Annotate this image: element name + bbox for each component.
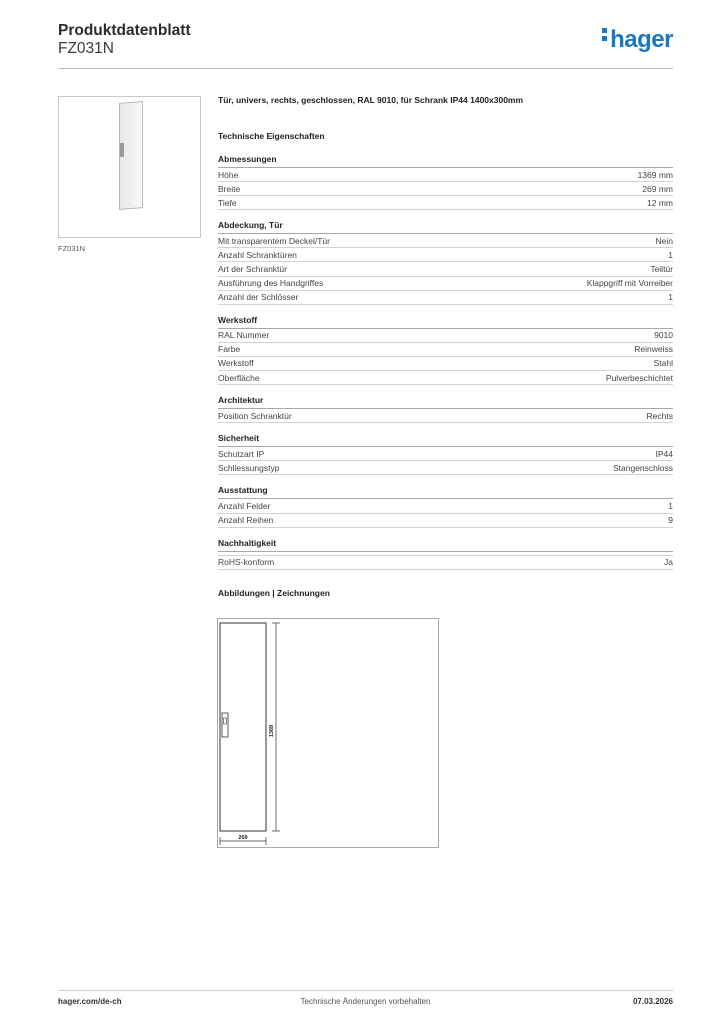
property-row bbox=[218, 499, 673, 513]
property-label: Mit transparentem Deckel/Tür bbox=[218, 235, 330, 246]
property-value: IP44 bbox=[655, 448, 673, 459]
section-nachhaltigkeit bbox=[218, 538, 673, 570]
property-value: 12 mm bbox=[647, 197, 673, 208]
property-value: 9 bbox=[668, 515, 673, 525]
article-number: FZ031N bbox=[58, 40, 114, 57]
property-label: Schliessungstyp bbox=[218, 462, 280, 473]
section-title: Ausstattung bbox=[218, 485, 673, 499]
property-row bbox=[218, 277, 673, 291]
product-details bbox=[218, 95, 673, 598]
section-architektur bbox=[218, 395, 673, 423]
property-label: Werkstoff bbox=[218, 358, 254, 369]
height-dimension-label: 1369 bbox=[269, 724, 275, 738]
property-value: Klappgriff mit Vorreiber bbox=[586, 278, 673, 289]
property-label: RAL Nummer bbox=[218, 330, 270, 341]
page-header bbox=[58, 20, 673, 68]
section-abmessungen bbox=[218, 154, 673, 210]
property-value: Stangenschloss bbox=[612, 462, 673, 473]
property-row bbox=[218, 196, 673, 210]
property-label: Art der Schranktür bbox=[218, 263, 287, 274]
section-werkstoff bbox=[218, 315, 673, 385]
property-row bbox=[218, 357, 673, 371]
property-row bbox=[218, 248, 673, 262]
property-row bbox=[218, 182, 673, 196]
property-row bbox=[218, 447, 673, 461]
section-title: Werkstoff bbox=[218, 315, 673, 329]
property-row bbox=[218, 291, 673, 305]
footer-website-link[interactable]: hager.com/de-ch bbox=[58, 997, 122, 1006]
property-value: 1 bbox=[668, 292, 673, 303]
property-row bbox=[218, 555, 673, 570]
footer-date: 07.03.2026 bbox=[632, 997, 673, 1006]
section-title: Architektur bbox=[218, 395, 673, 409]
property-label: Anzahl Schranktüren bbox=[218, 249, 297, 260]
property-value: Rechts bbox=[646, 410, 673, 421]
property-label: Tiefe bbox=[218, 197, 237, 208]
property-label: Anzahl Reihen bbox=[218, 515, 274, 525]
property-label: Anzahl der Schlösser bbox=[218, 292, 299, 303]
property-label: Schutzart IP bbox=[218, 448, 265, 459]
property-value: 1 bbox=[668, 500, 673, 511]
section-abdeckung bbox=[218, 220, 673, 304]
document-title: Produktdatenblatt bbox=[58, 22, 191, 39]
product-description: Tür, univers, rechts, geschlossen, RAL 9010, für Schrank IP44 1400x300mm bbox=[218, 95, 524, 105]
thumbnail-caption: FZ031N bbox=[58, 244, 86, 253]
property-value: Teiltür bbox=[650, 263, 673, 274]
property-value: Ja bbox=[664, 557, 673, 568]
technical-drawing bbox=[217, 618, 439, 848]
product-thumbnail bbox=[58, 96, 201, 238]
property-row bbox=[218, 168, 673, 182]
property-value: Pulverbeschichtet bbox=[605, 372, 673, 383]
section-title: Nachhaltigkeit bbox=[218, 538, 673, 552]
door-drawing-svg bbox=[218, 619, 440, 849]
section-title: Abmessungen bbox=[218, 154, 673, 168]
footer-divider bbox=[58, 990, 673, 991]
property-row bbox=[218, 343, 673, 357]
property-label: Farbe bbox=[218, 344, 241, 355]
property-value: Reinweiss bbox=[634, 344, 673, 355]
property-label: Oberfläche bbox=[218, 372, 260, 383]
section-title: Sicherheit bbox=[218, 433, 673, 447]
section-ausstattung bbox=[218, 485, 673, 527]
handle-outline bbox=[222, 713, 228, 737]
section-title: Abdeckung, Tür bbox=[218, 220, 673, 234]
property-label: Breite bbox=[218, 183, 241, 194]
logo-dots-icon bbox=[602, 28, 607, 44]
header-divider bbox=[58, 68, 673, 69]
property-row bbox=[218, 409, 673, 423]
logo-text: hager bbox=[610, 26, 673, 53]
property-row bbox=[218, 514, 673, 528]
property-row bbox=[218, 234, 673, 248]
images-heading: Abbildungen | Zeichnungen bbox=[218, 587, 330, 598]
property-value: 269 mm bbox=[642, 183, 673, 194]
property-label: RoHS-konform bbox=[218, 557, 275, 568]
property-label: Höhe bbox=[218, 169, 239, 180]
property-value: 1369 mm bbox=[637, 169, 673, 180]
property-label: Anzahl Felder bbox=[218, 500, 271, 511]
property-row bbox=[218, 329, 673, 343]
property-value: Nein bbox=[655, 235, 673, 246]
property-row bbox=[218, 371, 673, 385]
hager-logo bbox=[602, 26, 673, 54]
width-dimension-label: 269 bbox=[238, 835, 248, 841]
property-label: Ausführung des Handgriffes bbox=[218, 278, 324, 289]
property-label: Position Schranktür bbox=[218, 410, 292, 421]
property-value: 9010 bbox=[654, 330, 673, 341]
property-value: 1 bbox=[668, 249, 673, 260]
section-sicherheit bbox=[218, 433, 673, 475]
technical-properties-heading: Technische Eigenschaften bbox=[218, 131, 325, 141]
property-row bbox=[218, 262, 673, 276]
property-value: Stahl bbox=[653, 358, 673, 369]
door-handle-image bbox=[120, 143, 124, 157]
property-row bbox=[218, 461, 673, 475]
footer-notice: Technische Änderungen vorbehalten bbox=[300, 997, 431, 1006]
